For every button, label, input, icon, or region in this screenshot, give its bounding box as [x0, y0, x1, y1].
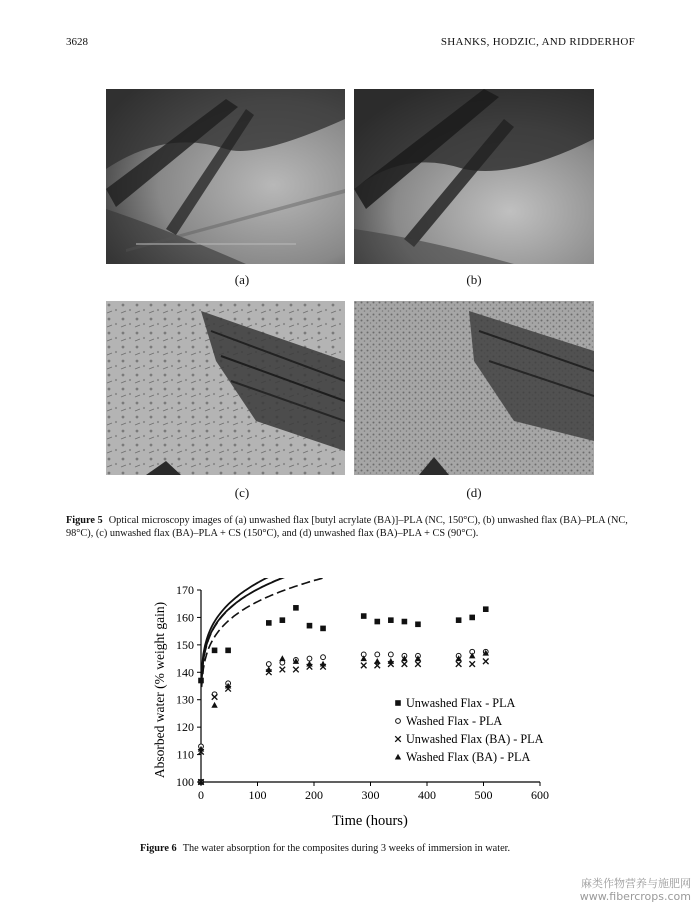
figure6-caption — [140, 842, 640, 855]
data-point-series-1 — [198, 678, 204, 684]
data-point-series-2 — [388, 652, 393, 657]
fit-line-series-3 — [202, 578, 488, 687]
data-point-series-1 — [361, 613, 367, 619]
data-point-series-1 — [212, 648, 218, 654]
panel-label-d: (d) — [466, 485, 482, 500]
data-point-series-2 — [321, 655, 326, 660]
data-point-series-3 — [483, 659, 489, 665]
figure5-caption-label: Figure 5 — [66, 515, 103, 526]
data-point-series-2 — [307, 656, 312, 661]
micrograph-a — [106, 89, 345, 264]
data-point-series-2 — [266, 662, 271, 667]
panel-label-c: (c) — [234, 485, 250, 500]
data-point-series-1 — [374, 619, 380, 625]
data-point-series-1 — [402, 619, 408, 625]
data-point-series-3 — [402, 661, 408, 667]
x-tick-label: 300 — [361, 788, 380, 802]
data-point-series-1 — [280, 617, 286, 623]
data-point-series-2 — [375, 652, 380, 657]
y-axis-label: Absorbed water (% weight gain) — [152, 601, 167, 779]
x-tick-label: 600 — [531, 788, 549, 802]
figure6-caption-label: Figure 6 — [140, 843, 177, 854]
data-point-series-4 — [374, 658, 380, 664]
legend-label-series-2: Washed Flax - PLA — [406, 714, 503, 728]
data-point-series-1 — [307, 623, 313, 629]
y-tick-label: 120 — [176, 720, 194, 735]
micrograph-b — [354, 89, 594, 264]
data-point-series-3 — [280, 667, 286, 673]
fit-line-series-2 — [202, 578, 488, 681]
y-tick-label: 130 — [176, 692, 194, 707]
fit-line-series-4 — [202, 578, 488, 679]
watermark-line-2: www.fibercrops.com — [579, 890, 691, 903]
panel-label-a: (a) — [234, 272, 250, 287]
data-point-series-4 — [279, 655, 285, 661]
figure6-caption-text: The water absorption for the composites during 3 weeks of immersion in water. — [182, 843, 511, 854]
x-axis-label: Time (hours) — [332, 813, 408, 828]
y-tick-label: 140 — [176, 665, 194, 680]
y-tick-label: 150 — [176, 637, 194, 652]
x-tick-label: 400 — [418, 788, 436, 802]
data-point-series-1 — [456, 617, 462, 623]
legend-marker-series-4 — [395, 754, 401, 760]
panel-label-b: (b) — [466, 272, 482, 287]
y-tick-label: 110 — [176, 747, 194, 762]
data-point-series-3 — [361, 663, 367, 669]
data-point-series-1 — [388, 617, 394, 623]
y-tick-label: 160 — [176, 610, 194, 625]
micrograph-c — [106, 301, 345, 475]
data-point-series-1 — [293, 605, 299, 611]
data-point-series-3 — [456, 661, 462, 667]
data-point-series-3 — [469, 661, 475, 667]
fit-line-series-1 — [202, 578, 488, 671]
x-tick-label: 500 — [474, 788, 493, 802]
legend-label-series-4: Washed Flax (BA) - PLA — [406, 750, 531, 764]
micrograph-d — [354, 301, 594, 475]
data-point-series-3 — [415, 661, 421, 667]
data-point-series-1 — [469, 615, 475, 621]
data-point-series-1 — [483, 606, 489, 612]
x-tick-label: 100 — [248, 788, 267, 802]
legend-marker-series-3 — [395, 736, 401, 742]
running-header-authors: SHANKS, HODZIC, AND RIDDERHOF — [440, 36, 635, 48]
water-absorption-chart — [140, 578, 560, 828]
x-tick-label: 0 — [198, 788, 204, 802]
data-point-series-4 — [211, 702, 217, 708]
y-tick-label: 100 — [176, 775, 194, 789]
page-number: 3628 — [66, 36, 88, 48]
data-point-series-1 — [225, 648, 231, 654]
figure5-caption-text: Optical microscopy images of (a) unwashed flax [butyl acrylate (BA)]–PLA (NC, 150°C), (b) unwashed flax (BA)–PLA (NC, 98°C), (c) unwashed flax (BA)–PLA + CS (150°C), and (d) unwashed flax (BA)–PLA + CS (90°C). — [66, 515, 628, 539]
legend-label-series-1: Unwashed Flax - PLA — [406, 696, 516, 710]
data-point-series-3 — [293, 667, 299, 673]
data-point-series-1 — [266, 620, 272, 626]
data-point-series-1 — [320, 626, 326, 632]
x-tick-label: 200 — [305, 788, 323, 802]
y-tick-label: 170 — [176, 583, 194, 597]
legend-marker-series-1 — [395, 700, 401, 706]
legend-marker-series-2 — [396, 719, 401, 724]
figure5-caption — [66, 514, 636, 540]
data-point-series-1 — [415, 621, 421, 627]
watermark-line-1: 麻类作物营养与施肥网 — [581, 877, 691, 890]
legend-label-series-3: Unwashed Flax (BA) - PLA — [406, 732, 544, 746]
watermark — [580, 877, 691, 903]
